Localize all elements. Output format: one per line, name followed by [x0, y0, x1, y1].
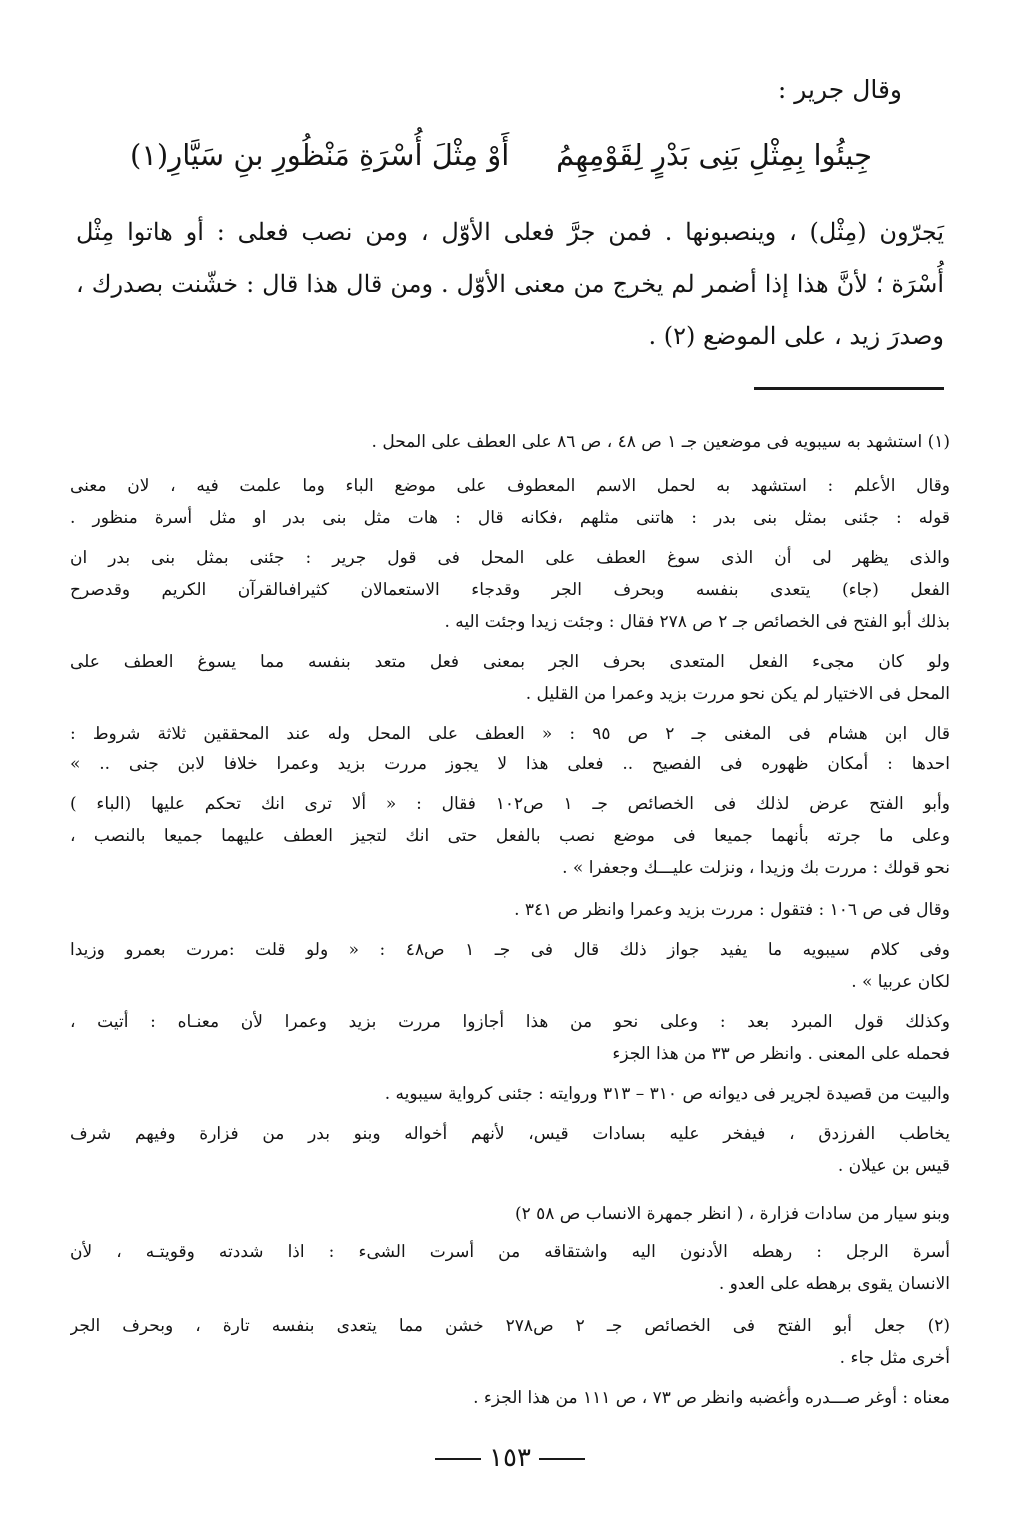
footnote-line: احدها : أمكان ظهوره فى الفصيح .. فعلى هذا لا يجوز مررت بزيد وعمرا خلافا لابن جنى .. » [70, 754, 950, 774]
footnote-line: (١) استشهد به سيبويه فى موضعين جـ ١ ص ٤٨ ، ص ٨٦ على العطف على المحل . [371, 432, 950, 452]
footnote-line: وقال فى ص ١٠٦ : فتقول : مررت بزيد وعمرا وانظر ص ٣٤١ . [514, 900, 950, 920]
footnote-line: ولو كان مجىء الفعل المتعدى بحرف الجر بمعنى فعل متعد بنفسه مما يسوغ العطف على [70, 652, 950, 672]
footnote-line: الانسان يقوى برهطه على العدو . [718, 1274, 950, 1294]
footnote-line: يخاطب الفرزدق ، فيفخر عليه بسادات قيس، لأنهم أخواله وبنو بدر من فزارة وفيهم شرف [70, 1124, 950, 1144]
footnote-line: نحو قولك : مررت بك وزيدا ، ونزلت عليـــك وجعفرا » . [562, 858, 950, 878]
footnote-line: أخرى مثل جاء . [839, 1348, 950, 1368]
verse-first-hemistich: جِيئُوا بِمِثْلِ بَنِى بَدْرٍ لِقَوْمِهِمُ [556, 138, 872, 172]
footnote-line: لكان عربيا » . [851, 972, 950, 992]
body-line: وصدرَ زيد ، على الموضع (٢) . [648, 322, 944, 350]
footnote-line: والبيت من قصيدة لجرير فى ديوانه ص ٣١٠ – ٣١٣ وروايته : جئنى كرواية سيبويه . [384, 1084, 950, 1104]
footnote-line: الفعل (جاء) يتعدى بنفسه وبحرف الجر وقدجاء الاستعمالان كثيرافىالقرآن الكريم وقدصرح [70, 580, 950, 600]
body-line: يَجرّون (مِثْل) ، وينصبونها . فمن جرَّ فعلى الأوّل ، ومن نصب فعلى : أو هاتوا مِثْل [76, 218, 944, 246]
page-number-text: ١٥٣ [489, 1443, 531, 1473]
footnote-line: قال ابن هشام فى المغنى جـ ٢ ص ٩٥ : « العطف على المحل وله عند المحققين ثلاثة شروط : [70, 724, 950, 744]
page-number-dash [539, 1458, 585, 1460]
footnote-line: وأبو الفتح عرض لذلك فى الخصائص جـ ١ ص١٠٢ فقال : « ألا ترى انك تحكم عليها (الباء ) [70, 794, 950, 814]
poetry-verse [130, 130, 872, 180]
footnote-line: وكذلك قول المبرد بعد : وعلى نحو من هذا أجازوا مررت بزيد وعمرا لأن معنـاه : أتيت ، [70, 1012, 950, 1032]
intro-line: وقال جرير : [777, 75, 902, 104]
footnote-line: قيس بن عيلان . [837, 1156, 950, 1176]
footnote-line: فحمله على المعنى . وانظر ص ٣٣ من هذا الجزء [612, 1044, 950, 1064]
verse-second-hemistich: أَوْ مِثْلَ أُسْرَةِ مَنْظُورِ بنِ سَيَّارِ(١) [130, 138, 510, 172]
body-line: أُسْرَة ؛ لأنَّ هذا إذا أضمر لم يخرج من معنى الأوّل . ومن قال هذا قال : خشّنت بصدرك ، [76, 270, 945, 298]
footnote-line: معناه : أوغر صـــدره وأغضبه وانظر ص ٧٣ ، ص ١١١ من هذا الجزء . [473, 1388, 950, 1408]
footnote-line: أسرة الرجل : رهطه الأدنون اليه واشتقاقه من أسرت الشىء : اذا شددته وقويتـه ، لأن [70, 1242, 950, 1262]
main-text [76, 206, 944, 362]
footnote-line: قوله : جئنى بمثل بنى بدر : هاتنى مثلهم ،فكانه قال : هات مثل بنى بدر او مثل أسرة منظور . [70, 508, 950, 528]
page-number [0, 1438, 1020, 1478]
page-number-dash [435, 1458, 481, 1460]
footnote-line: والذى يظهر لى أن الذى سوغ العطف على المحل فى قول جرير : جئنى بمثل بنى بدر ان [70, 548, 950, 568]
footnote-line: (٢) جعل أبو الفتح فى الخصائص جـ ٢ ص٢٧٨ خشن مما يتعدى بنفسه تارة ، وبحرف الجر [70, 1316, 950, 1336]
footnote-line: وبنو سيار من سادات فزارة ، ( انظر جمهرة الانساب ص ٥٨ ٢) [514, 1204, 950, 1224]
footnote-line: المحل فى الاختيار لم يكن نحو مررت بزيد وعمرا من القليل . [525, 684, 950, 704]
footnote-separator [754, 387, 944, 390]
footnote-line: وقال الأعلم : استشهد به لحمل الاسم المعطوف على موضع الباء وما علمت فيه ، لان معنى [70, 476, 950, 496]
footnote-line: وفى كلام سيبويه ما يفيد جواز ذلك قال فى جـ ١ ص٤٨ : « ولو قلت :مررت بعمرو وزيدا [70, 940, 950, 960]
footnote-line: بذلك أبو الفتح فى الخصائص جـ ٢ ص ٢٧٨ فقال : وجئت زيدا وجئت اليه . [444, 612, 950, 632]
footnote-line: وعلى ما جرته بأنهما جميعا فى موضع نصب بالفعل حتى انك لتجيز العطف عليهما جميعا بالنصب ، [70, 826, 950, 846]
